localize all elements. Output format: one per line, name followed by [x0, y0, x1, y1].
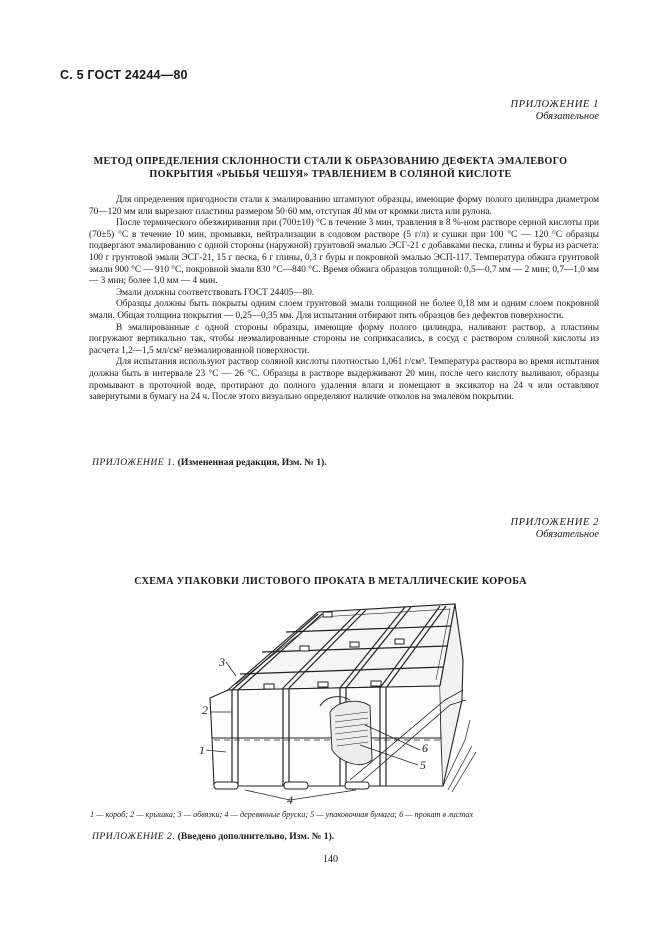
appendix1-status: Обязательное: [535, 111, 599, 122]
callout-3: 3: [219, 655, 225, 669]
appendix1-label: ПРИЛОЖЕНИЕ 1: [510, 99, 599, 110]
page-header: С. 5 ГОСТ 24244—80: [60, 68, 188, 82]
paragraph: Образцы должны быть покрыты одним слоем грунтовой эмали толщиной не более 0,18 мм и одним слоем покровной эмали. Общая толщина покрытия — 0,25—0,35 мм. Для испытания отбирают пять образцов без дефектов поверхности.: [89, 299, 599, 321]
page-number: 140: [323, 854, 338, 865]
wooden-bars: [214, 782, 369, 789]
paragraph: В эмалированные с одной стороны образцы, имеющие форму полого цилиндра, наливают раствор, а пластины погружают вертикально так, чтобы неэмалированные стороны не соприкасались, в сосуд с раствором соляной кислоты из расчета 1,2—1,5 мл/см² неэмалированной поверхности.: [89, 322, 599, 356]
paragraph: Эмали должны соответствовать ГОСТ 24405—80.: [116, 287, 315, 298]
lid-front: [210, 686, 441, 738]
callout-2: 2: [202, 703, 208, 717]
callout-1: 1: [199, 743, 205, 757]
paragraph: После термического обезжиривания при (700±10) °С в течение 3 мин, травления в 8 %-ном растворе серной кислоты при (70±5) °С в течение 10 мин, промывки, нейтрализации в содовом растворе (5 г/л) и сушки при 100 °С — 120 °С образцы подвергают эмалированию с одной стороны (наружной) грунтовой эмалью ЭСГ-21 с добавками песка, глины и буры из расчета: 100 г грунтовой эмали ЭСГ-21, 15 г песка, 6 г глины, 0,3 г буры и покровной эмалью ЭСП-117. Температура обжига грунтовой эмали 900 °С — 910 °С, покровной эмали 830 °С—840 °С. Время обжига образцов толщиной: 0,5—0,7 мм — 2 мин; 0,7—1,0 мм — 3 мин; более 1,0 мм — 4 мин.: [89, 218, 599, 287]
appendix2-label: ПРИЛОЖЕНИЕ 2: [510, 517, 599, 528]
appendix2-title: СХЕМА УПАКОВКИ ЛИСТОВОГО ПРОКАТА В МЕТАЛЛИЧЕСКИЕ КОРОБА: [134, 576, 527, 587]
change-note-label: ПРИЛОЖЕНИЕ 1.: [92, 457, 176, 468]
change-note-label: ПРИЛОЖЕНИЕ 2.: [92, 831, 176, 842]
appendix1-title-line1: МЕТОД ОПРЕДЕЛЕНИЯ СКЛОННОСТИ СТАЛИ К ОБРАЗОВАНИЮ ДЕФЕКТА ЭМАЛЕВОГО: [93, 156, 568, 167]
callout-5: 5: [420, 758, 426, 772]
appendix2-change-note: [92, 831, 334, 842]
diagram-legend: 1 — короб; 2 — крышка; 3 — обвязки; 4 — деревянные бруски; 5 — упаковочная бумага; 6 — прокат в листах: [90, 810, 474, 819]
paragraph: Для определения пригодности стали к эмалированию штампуют образцы, имеющие форму полого цилиндра диаметром 70—120 мм или вырезают пластины размером 50·60 мм, отступая 40 мм от кромки листа или рулона.: [89, 195, 599, 217]
callout-4: 4: [287, 793, 293, 807]
paragraph: Для испытания используют раствор соляной кислоты плотностью 1,061 г/см³. Температура раствора во время испытания должна быть в интервале 23 °С — 26 °С. Образцы в растворе выдерживают 20 мин, после чего кислоту выливают, образцы промывают в проточной воде, протирают до полного удаления влаги и помещают в эксикатор на 24 ч или оставляют завернутыми в бумагу на 24 ч. После этого визуально определяют наличие отколов на эмалевом покрытии.: [89, 357, 599, 403]
change-note-text: (Введено дополнительно, Изм. № 1).: [177, 831, 335, 842]
change-note-text: (Измененная редакция, Изм. № 1).: [177, 457, 327, 468]
callout-6: 6: [422, 741, 428, 755]
appendix1-title-line2: ПОКРЫТИЯ «РЫБЬЯ ЧЕШУЯ» ТРАВЛЕНИЕМ В СОЛЯНОЙ КИСЛОТЕ: [149, 169, 512, 180]
appendix2-status: Обязательное: [535, 529, 599, 540]
